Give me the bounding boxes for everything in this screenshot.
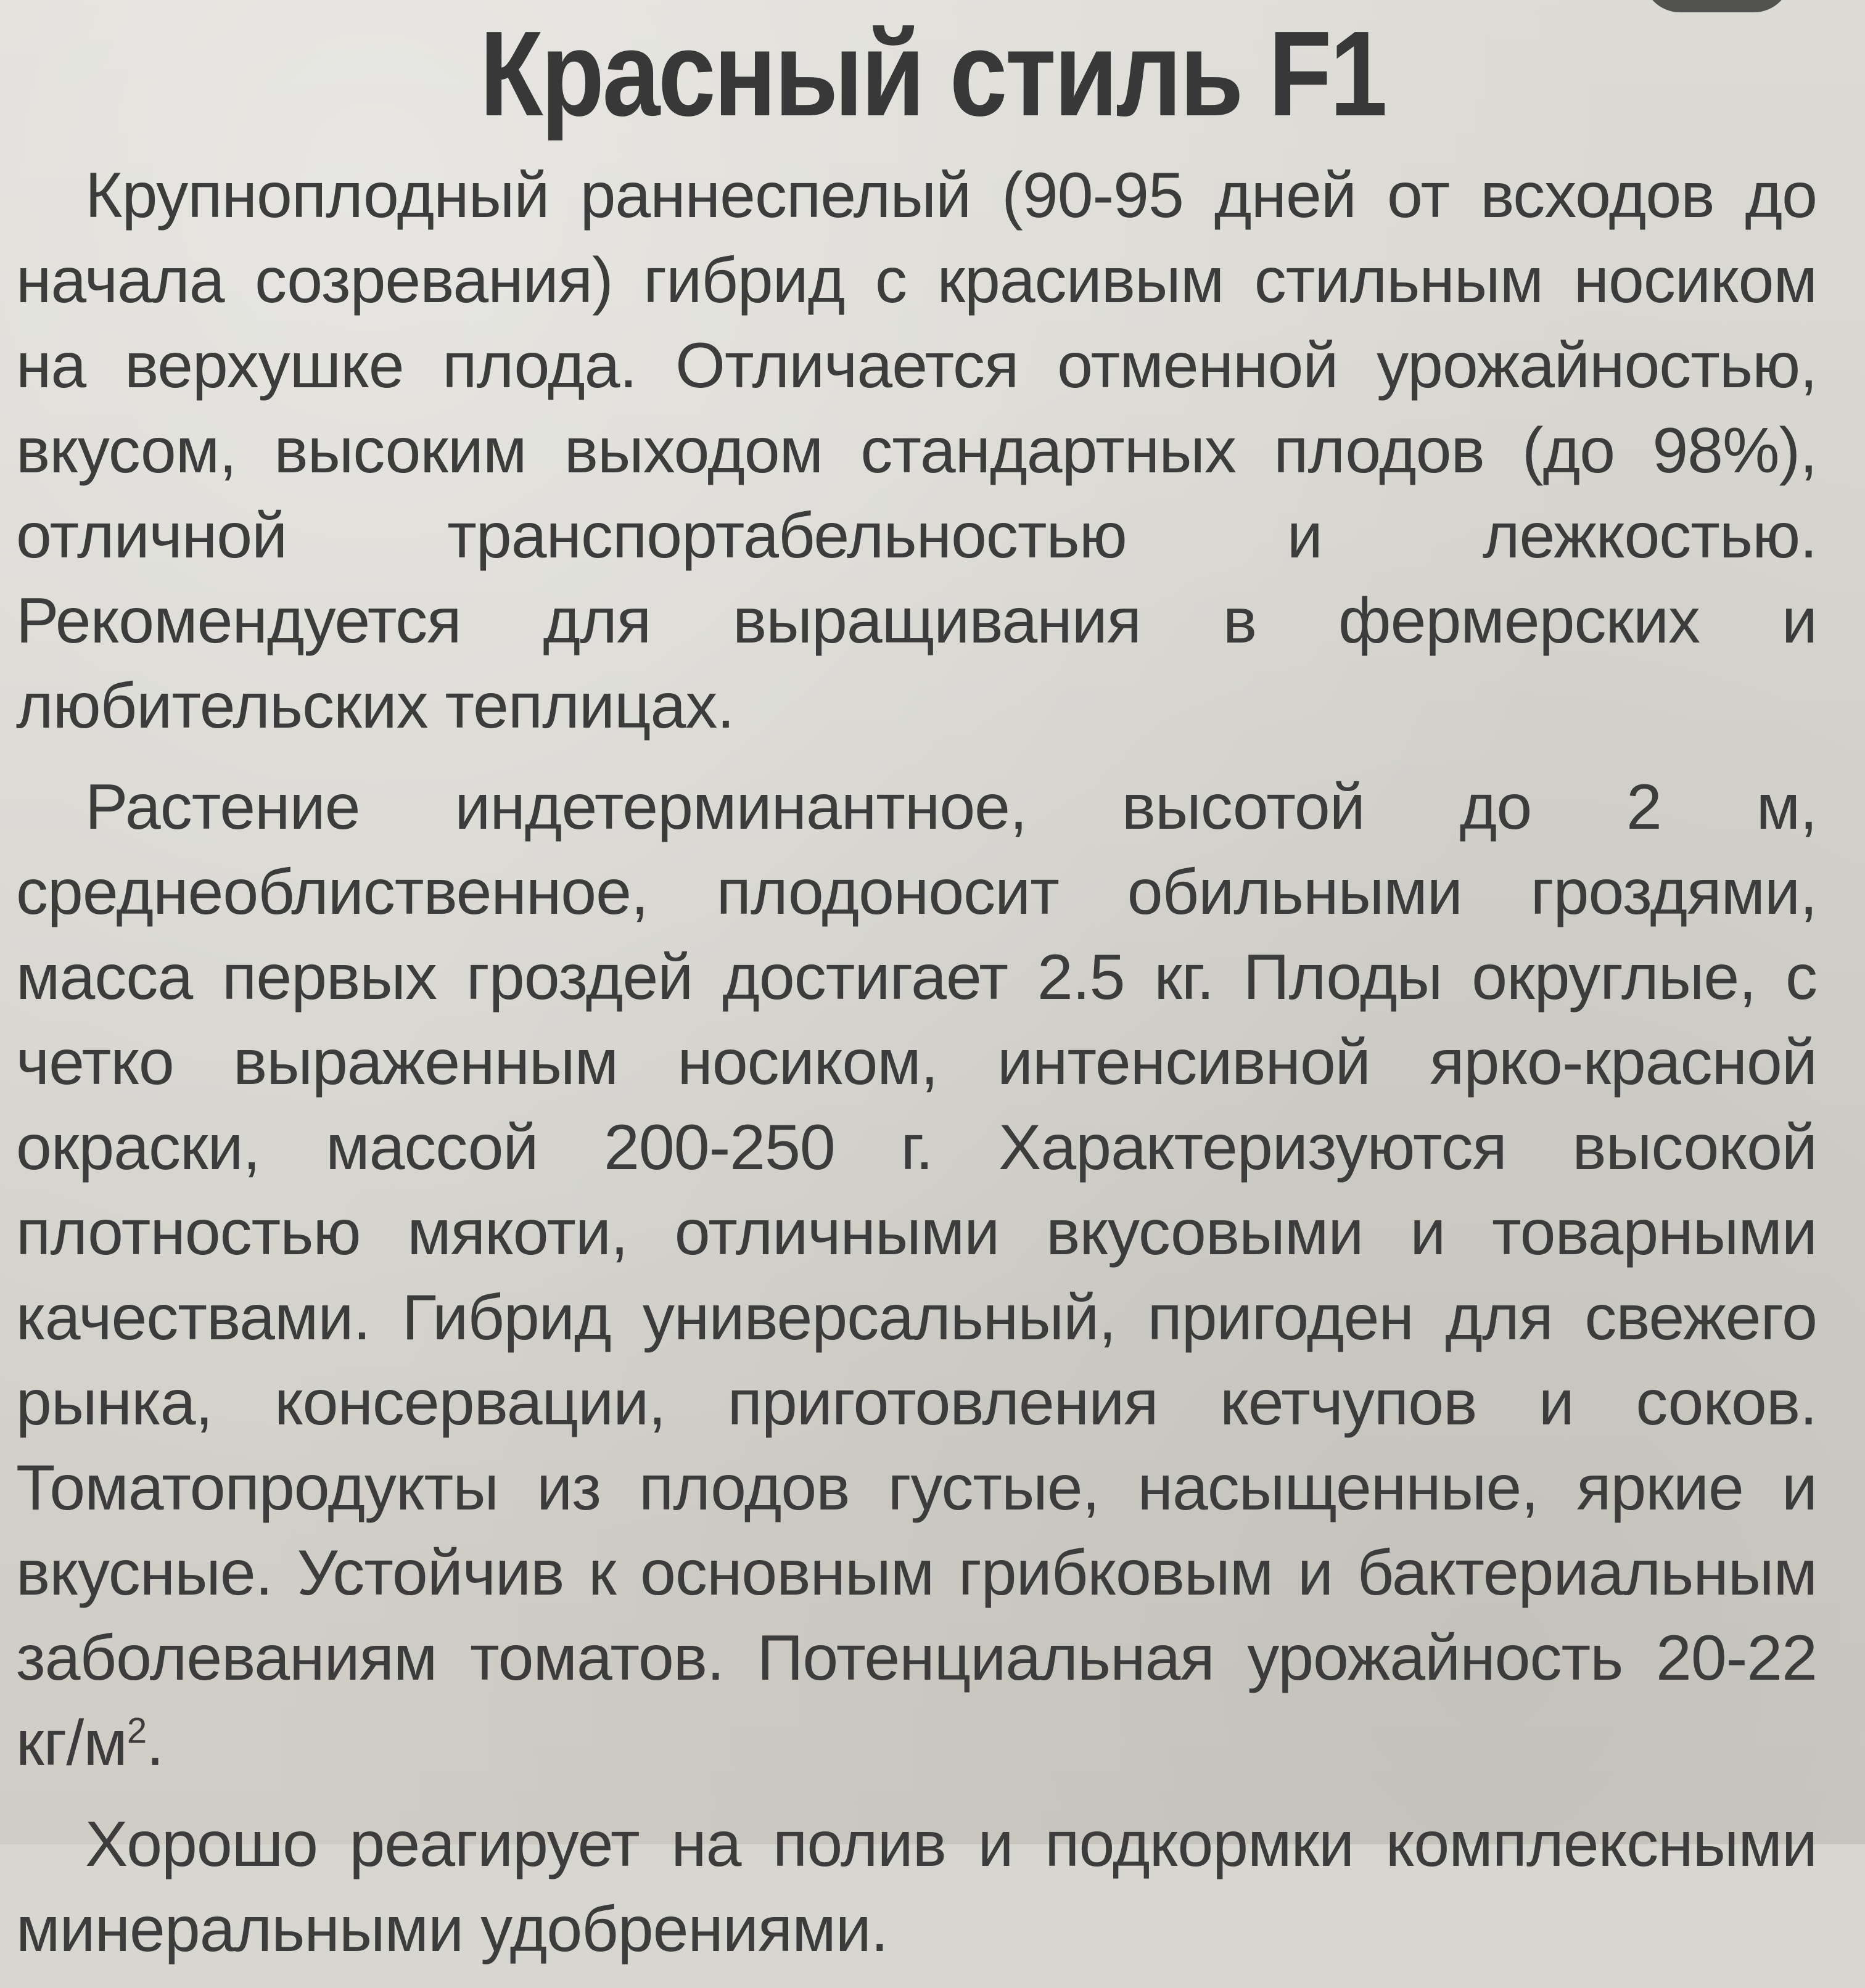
paragraph-care: Хорошо реагирует на полив и подкормки комплексными минеральными удобрениями. bbox=[16, 1809, 1817, 1965]
document-title: Красный стиль F1 bbox=[479, 6, 1386, 141]
paragraph-plant-characteristics-text: Растение индетерминантное, высотой до 2 м, среднеоблиственное, плодоносит обильными гроздями, масса первых гроздей достигает 2.5 кг. Плоды округлые, с четко выраженным носиком, интенсивной ярко-красной окраски, массой 200-250 г. Характеризуются высокой плотностью мякоти, отличными вкусовыми и товарными качествами. Гибрид универсальный, пригоден для свежего рынка, консервации, приготовления кетчупов и соков. Томатопродукты из плодов густые, насыщенные, яркие и вкусные. Устойчив к основным грибковым и бактериальным заболеваниям томатов. Потенциальная урожайность 20-22 кг/м bbox=[16, 771, 1817, 1779]
document-body bbox=[16, 153, 1817, 1988]
paragraph-description: Крупноплодный раннеспелый (90-95 дней от всходов до начала созревания) гибрид с красивым стильным носиком на верхушке плода. Отличается отменной урожайностью, вкусом, высоким выходом стандартных плодов (до 98%), отличной транспортабельностью и лежкостью. Рекомендуется для выращивания в фермерских и любительских теплицах. bbox=[16, 160, 1817, 742]
paragraph-plant-characteristics bbox=[16, 765, 1817, 1786]
superscript-square: 2 bbox=[126, 1711, 147, 1751]
paragraph-plant-characteristics-suffix: . bbox=[146, 1707, 163, 1779]
